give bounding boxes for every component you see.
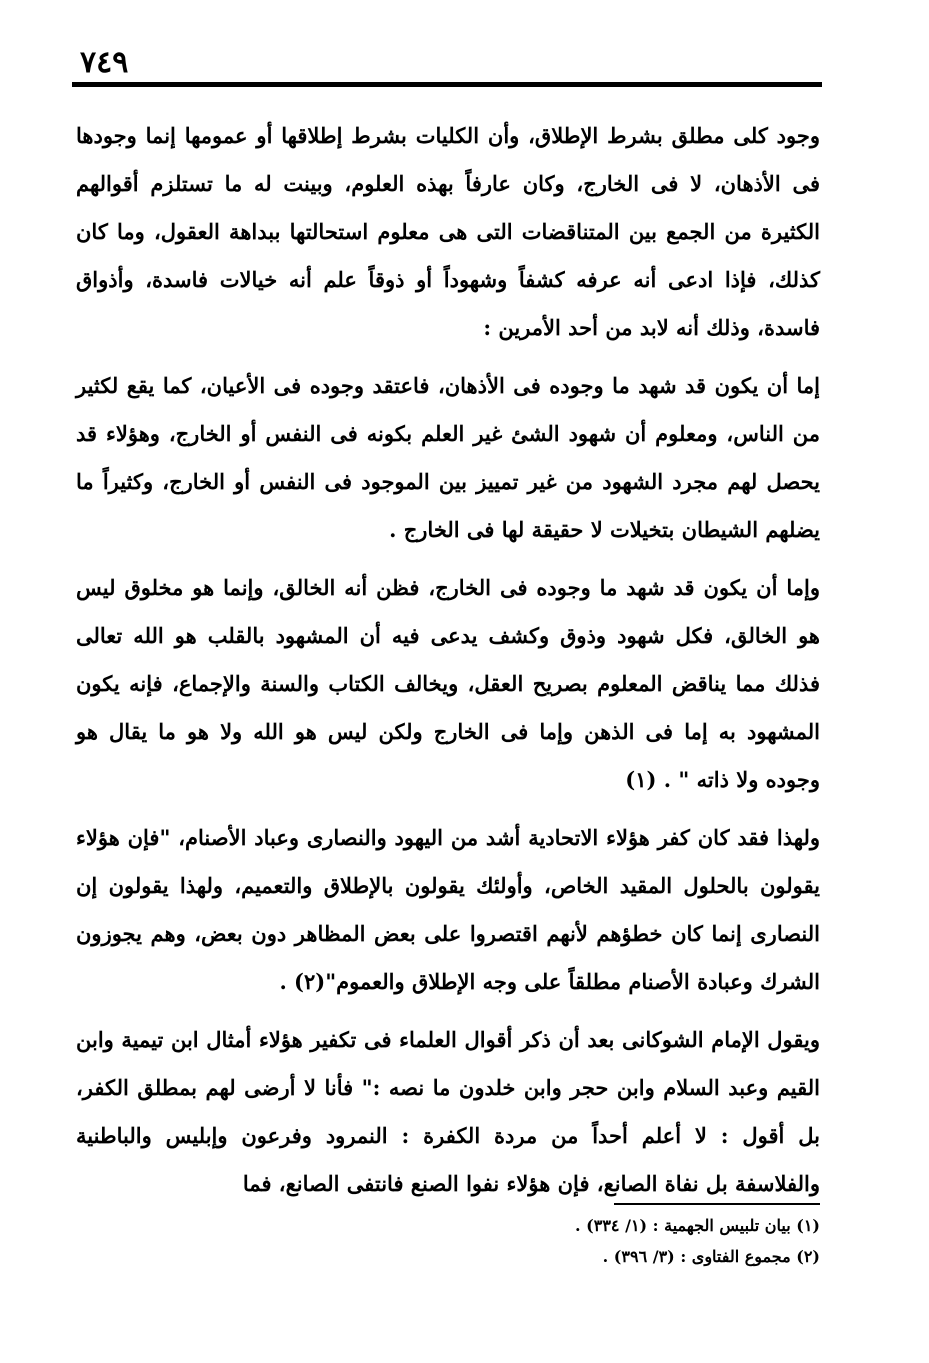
- footnote-rule: [614, 1203, 820, 1205]
- page-number: ٧٤٩: [80, 45, 129, 80]
- paragraph-text: إما أن يكون قد شهد ما وجوده فى الأذهان، فاعتقد وجوده فى الأعيان، كما يقع لكثير من الناس، ومعلوم أن شهود الشئ غير العلم بكونه فى النفس أو الخارج، وهؤلاء قد يحصل لهم مجرد الشهود من غير تمييز بين الموجود فى النفس أو الخارج، وكثيراً ما يضلهم الشيطان بتخيلات لا حقيقة لها فى الخارج .: [76, 373, 820, 542]
- paragraph-text: وإما أن يكون قد شهد ما وجوده فى الخارج، فظن أنه الخالق، وإنما هو مخلوق ليس هو الخالق، فكل شهود وذوق وكشف يدعى فيه أن المشهود بالقلب هو الله تعالى فذلك مما يناقض المعلوم بصريح العقل، ويخالف الكتاب والسنة والإجماع، فإنه يكون المشهود به إما فى الذهن وإما فى الخارج ولكن ليس هو الله ولا هو ما يقال هو وجوده ولا ذاته " . (١): [76, 575, 820, 792]
- header-rule: [72, 82, 822, 87]
- paragraph-text: وجود كلى مطلق بشرط الإطلاق، وأن الكليات بشرط إطلاقها أو عمومها إنما وجودها فى الأذهان، لا فى الخارج، وكان عارفاً بهذه العلوم، وبينت له ما تستلزم أقوالهم الكثيرة من الجمع بين المتناقضات التى هى معلوم استحالتها ببداهة العقول، وما كان كذلك، فإذا ادعى أنه عرفه كشفاً وشهوداً أو ذوقاً علم أنه خيالات فاسدة، وأذواق فاسدة، وذلك أنه لابد من أحد الأمرين :: [76, 123, 820, 340]
- paragraph: [76, 1016, 820, 1208]
- paragraph: [76, 564, 820, 804]
- body-text: [76, 112, 820, 1218]
- footnotes: [480, 1210, 820, 1272]
- paragraph: [76, 362, 820, 554]
- paragraph: [76, 112, 820, 352]
- footnote: (١) بيان تلبيس الجهمية : (١/ ٣٣٤) .: [575, 1216, 820, 1235]
- paragraph-text: ولهذا فقد كان كفر هؤلاء الاتحادية أشد من اليهود والنصارى وعباد الأصنام، "فإن هؤلاء يقولون بالحلول المقيد الخاص، وأولئك يقولون بالإطلاق والتعميم، ولهذا يقولون إن النصارى إنما كان خطؤهم لأنهم اقتصروا على بعض المظاهر دون بعض، وهم يجوزون الشرك وعبادة الأصنام مطلقاً على وجه الإطلاق والعموم"(٢) .: [76, 825, 820, 994]
- footnote: (٢) مجموع الفتاوى : (٣/ ٣٩٦) .: [602, 1247, 820, 1266]
- paragraph-text: ويقول الإمام الشوكانى بعد أن ذكر أقوال العلماء فى تكفير هؤلاء أمثال ابن تيمية وابن القيم وعبد السلام وابن حجر وابن خلدون ما نصه :" فأنا لا أرضى لهم بمطلق الكفر، بل أقول : لا أعلم أحداً من مردة الكفرة : النمرود وفرعون وإبليس والباطنية والفلاسفة بل نفاة الصانع، فإن هؤلاء نفوا الصنع فانتفى الصانع، فما: [76, 1027, 820, 1196]
- paragraph: [76, 814, 820, 1006]
